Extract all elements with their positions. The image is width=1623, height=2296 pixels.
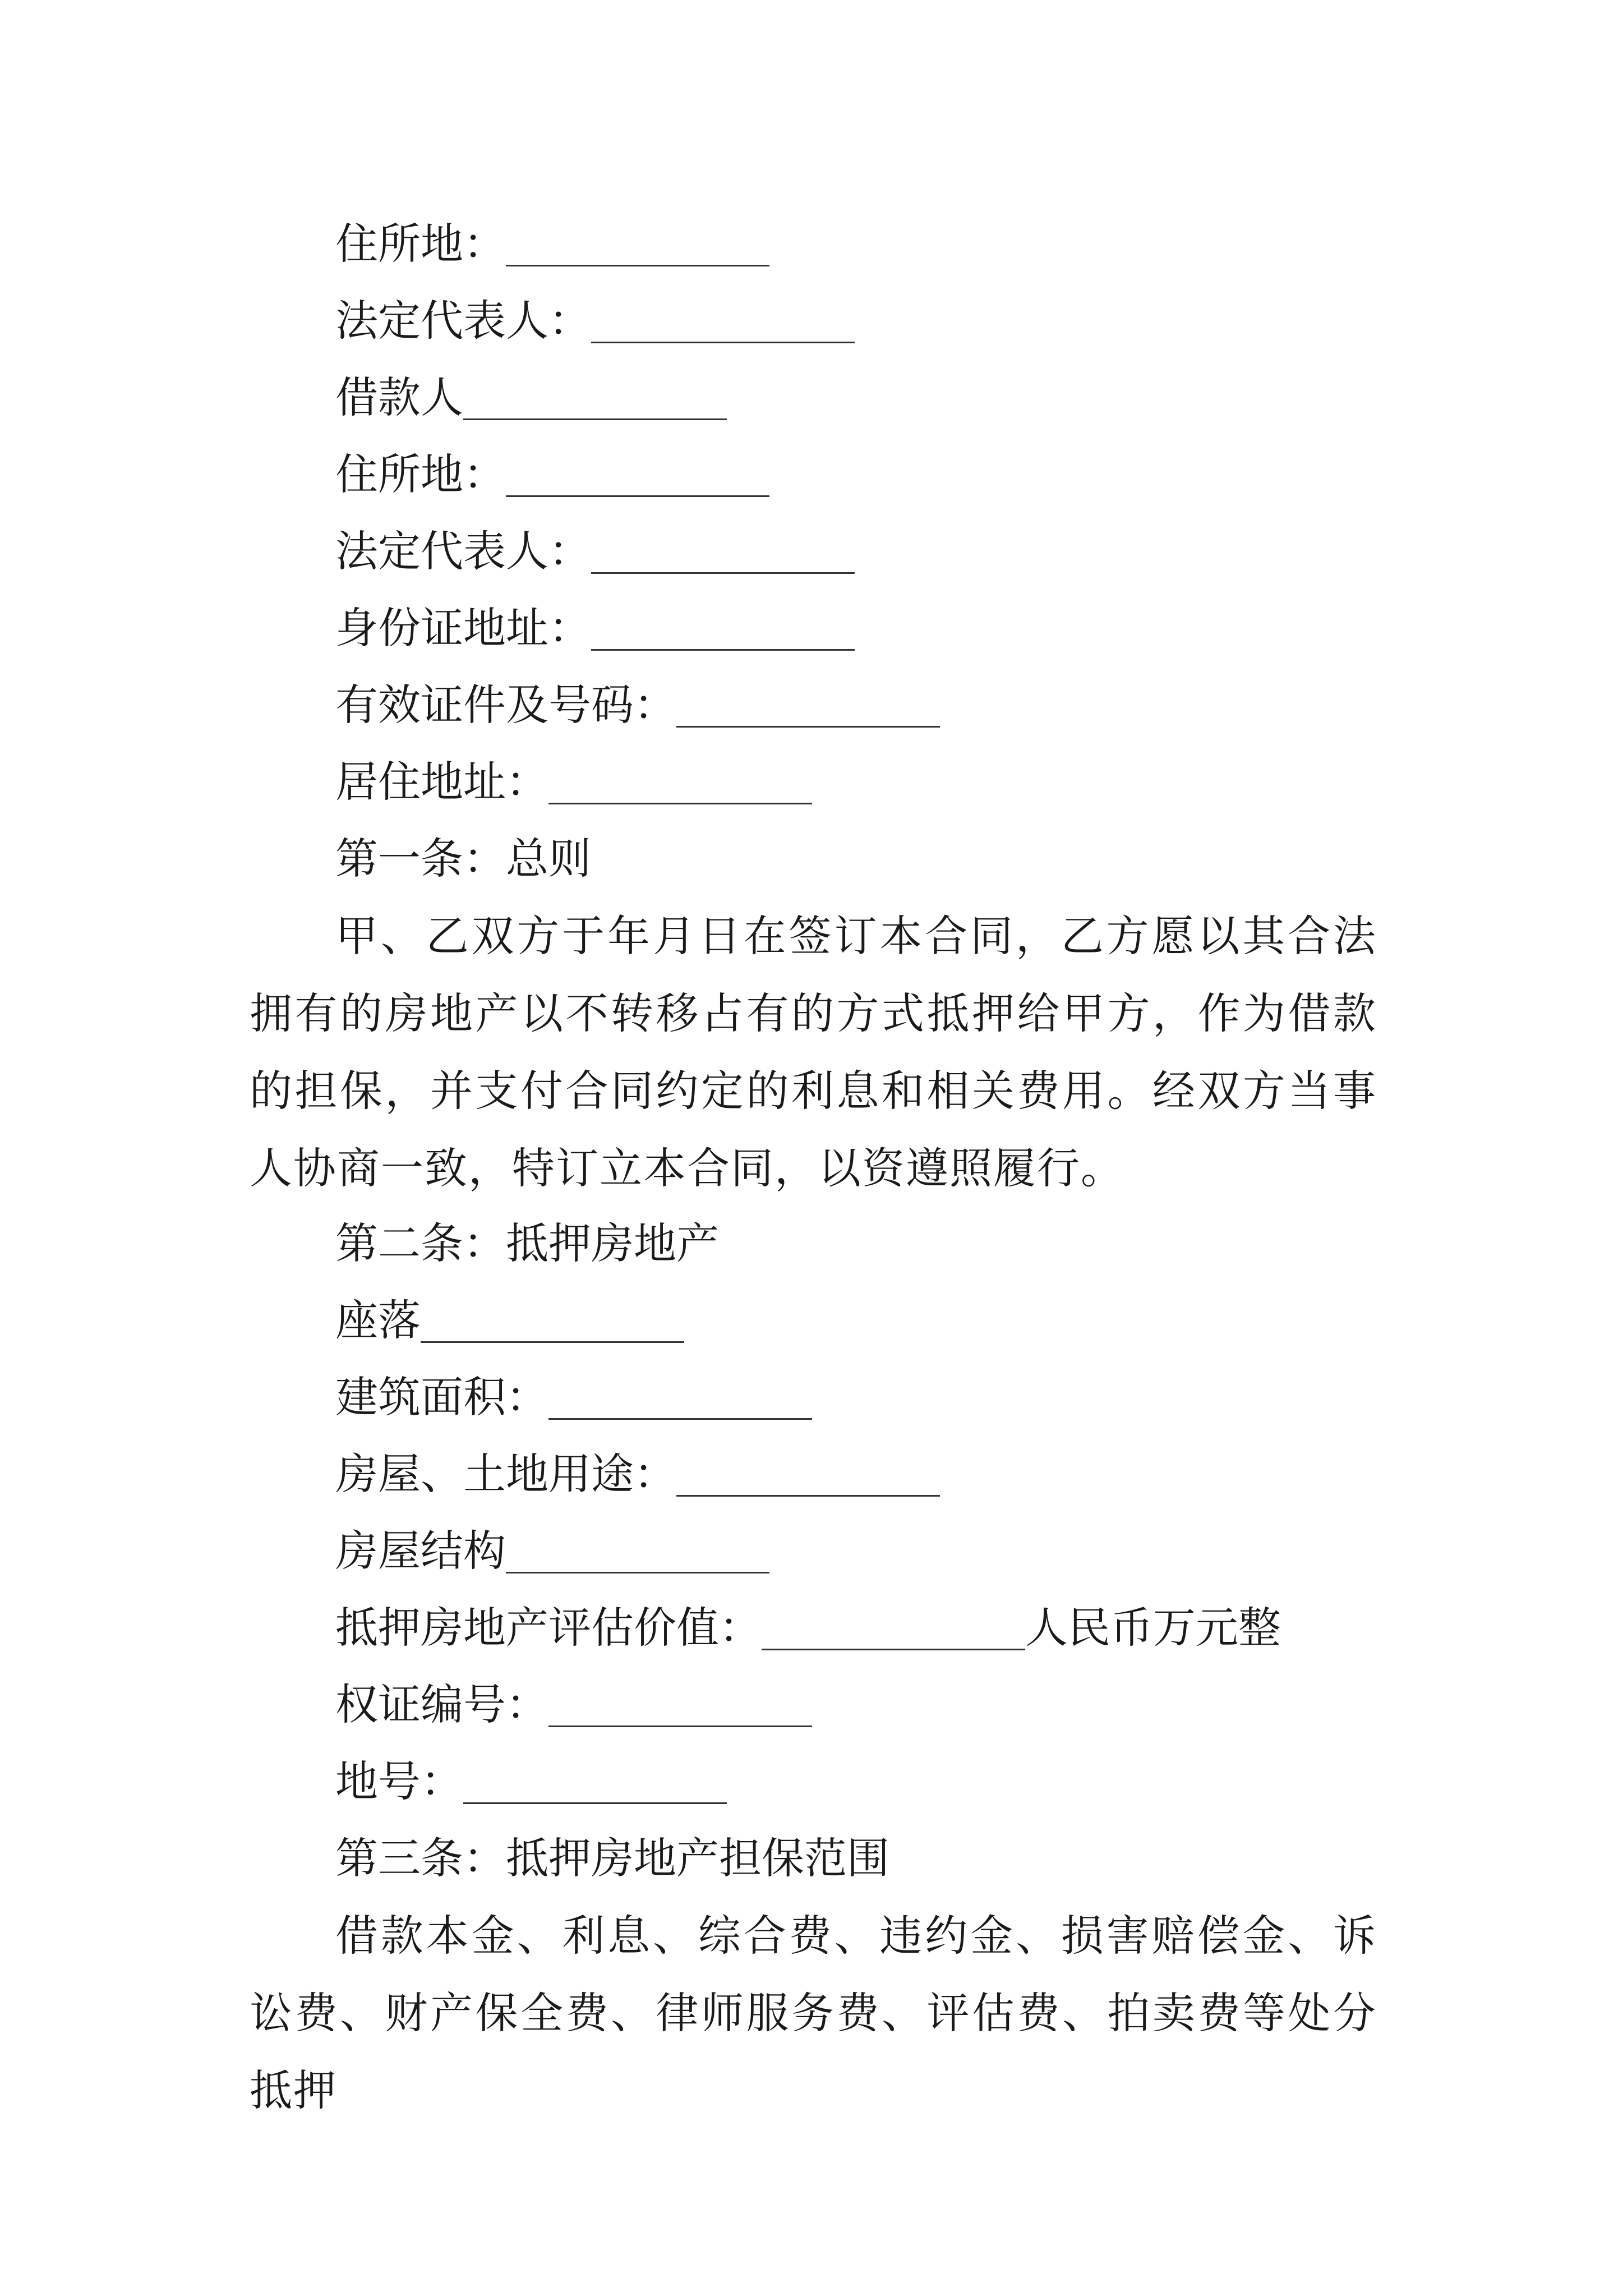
article-3-body: 借款本金、利息、综合费、违约金、损害赔偿金、诉讼费、财产保全费、律师服务费、评估费、拍卖费等处分抵押 [250, 1911, 1377, 2115]
fill-blank [591, 539, 855, 574]
property-field-structure [335, 1523, 1377, 1579]
party-field-id-address [335, 600, 1377, 656]
field-label: 权证编号： [335, 1680, 548, 1729]
fill-blank [548, 1692, 812, 1727]
party-field-residence [335, 754, 1377, 810]
fill-blank [676, 692, 940, 728]
article-1-heading: 第一条：总则 [335, 834, 591, 884]
field-label: 房屋、土地用途： [335, 1449, 676, 1499]
field-label: 房屋结构 [335, 1526, 506, 1576]
party-field-borrower [335, 370, 1377, 426]
fill-blank [591, 308, 855, 343]
property-field-lot-number [335, 1754, 1377, 1810]
fill-blank [463, 1769, 727, 1804]
fill-blank [506, 231, 769, 266]
article-1-body: 甲、乙双方于年月日在签订本合同，乙方愿以其合法拥有的房地产以不转移占有的方式抵押给甲方，作为借款的担保，并支付合同约定的利息和相关费用。经双方当事人协商一致，特订立本合同，以资遵照履行。 [250, 911, 1377, 1193]
party-field-address-1 [335, 216, 1377, 272]
field-label: 座落 [335, 1295, 421, 1345]
fill-blank [463, 385, 727, 420]
party-field-id-number [335, 677, 1377, 733]
property-field-area [335, 1369, 1377, 1425]
fill-blank [506, 462, 769, 497]
field-label: 地号： [335, 1756, 463, 1806]
article-3-heading: 第三条：抵押房地产担保范围 [335, 1833, 889, 1883]
fill-blank [421, 1308, 684, 1343]
fill-blank [548, 769, 812, 804]
field-suffix: 人民币万元整 [1025, 1603, 1281, 1653]
field-label: 建筑面积： [335, 1372, 548, 1422]
property-field-valuation [335, 1600, 1377, 1656]
fill-blank [506, 1538, 769, 1573]
field-label: 法定代表人： [335, 296, 591, 346]
field-label: 抵押房地产评估价值： [335, 1603, 762, 1653]
article-2-heading: 第二条：抵押房地产 [335, 1218, 719, 1268]
field-label: 住所地： [335, 449, 506, 499]
field-label: 有效证件及号码： [335, 680, 676, 730]
fill-blank [762, 1615, 1025, 1650]
party-field-legal-rep-2 [335, 523, 1377, 579]
fill-blank [591, 615, 855, 651]
field-label: 身份证地址： [335, 603, 591, 653]
field-label: 法定代表人： [335, 526, 591, 576]
field-label: 居住地址： [335, 757, 548, 807]
field-label: 借款人 [335, 372, 463, 422]
field-label: 住所地： [335, 219, 506, 269]
property-field-location [335, 1292, 1377, 1349]
fill-blank [548, 1384, 812, 1420]
property-field-usage [335, 1446, 1377, 1502]
party-field-legal-rep-1 [335, 293, 1377, 349]
property-field-certificate [335, 1677, 1377, 1733]
fill-blank [676, 1461, 940, 1497]
party-field-address-2 [335, 447, 1377, 503]
